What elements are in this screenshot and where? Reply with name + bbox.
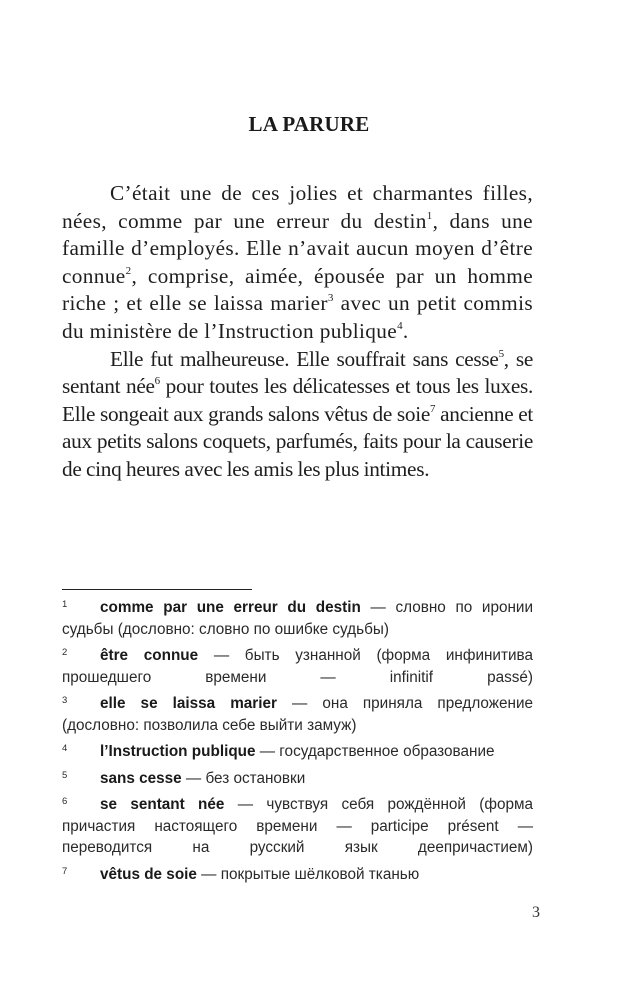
footnote-marker[interactable]: 4 xyxy=(397,319,403,332)
footnote-item: 2 être connue — быть узнанной (форма инфинитива прошедшего времени — infinitif passé) xyxy=(62,647,533,686)
footnote-term: comme par une erreur du destin xyxy=(100,599,361,616)
footnote-term: sans cesse xyxy=(100,769,182,787)
footnote-marker[interactable]: 5 xyxy=(498,347,504,360)
footnote-item: 4 l’Instruction publique — государственное образование xyxy=(62,743,495,760)
footnote-term: se sentant née xyxy=(100,796,225,813)
page-number: 3 xyxy=(532,904,540,921)
footnote-gloss: — словно по иронии судьбы (дословно: словно по ошибке судьбы) xyxy=(62,599,533,638)
footnote-item: 3 elle se laissa marier — она приняла предложение (дословно: позволила себе выйти замуж) xyxy=(62,695,533,734)
footnote-marker[interactable]: 3 xyxy=(327,292,334,305)
footnotes xyxy=(62,597,533,890)
footnote-marker[interactable]: 2 xyxy=(125,264,132,277)
footnote-marker[interactable]: 7 xyxy=(430,402,436,415)
footnote-divider xyxy=(62,589,252,590)
footnote-gloss: — государственное образование xyxy=(255,743,495,760)
footnote-gloss: — чувствуя себя рождённой (форма причастия настоящего времени — participe présent — переводится на русский язык деепричастием) xyxy=(62,796,533,856)
footnote-item: 5 sans cesse — без остановки xyxy=(62,769,306,787)
footnote-item: 6 se sentant née — чувствуя себя рождённой (форма причастия настоящего времени — participe présent — переводится на русский язык деепричастием) xyxy=(62,796,533,856)
footnote-gloss: — без остановки xyxy=(181,769,306,787)
story-body xyxy=(62,180,533,484)
footnote-gloss: — покрытые шёлковой тканью xyxy=(196,865,420,883)
story-title: LA PARURE xyxy=(248,112,370,136)
footnote-term: être connue xyxy=(100,647,199,664)
footnote-term: elle se laissa marier xyxy=(100,695,277,712)
footnote-term: vêtus de soie xyxy=(100,865,197,883)
footnote-item: 1 comme par une erreur du destin — словно по иронии судьбы (дословно: словно по ошибке судьбы) xyxy=(62,599,533,638)
footnote-marker[interactable]: 1 xyxy=(426,209,433,222)
footnote-marker[interactable]: 6 xyxy=(154,375,160,388)
paragraph: Elle fut malheureuse. Elle souffrait sans cesse$^5$, se sentant née$^6$ pour toutes les délicatesses et tous les luxes. Elle songeait aux grands salons vêtus de soie$^7$ ancienne et aux petits salons coquets, parfumés, faits pour la causerie de cinq heures avec les amis les plus intimes. xyxy=(62,346,534,481)
footnote-gloss: — быть узнанной (форма инфинитива прошедшего времени — infinitif passé) xyxy=(62,647,533,686)
paragraph: C’était une de ces jolies et charmantes filles, nées, comme par une erreur du destin$^1$, dans une famille d’employés. Elle n’avait aucun moyen d’être connue$^2$, comprise, aimée, épousée par un homme riche ; et elle se laissa marier$^3$ avec un petit commis du ministère de l’Instruction publique$^4$. xyxy=(62,181,533,343)
footnote-item: 7 vêtus de soie — покрытые шёлковой тканью xyxy=(62,865,420,883)
footnote-term: l’Instruction publique xyxy=(100,743,256,760)
footnote-gloss: — она приняла предложение (дословно: позволила себе выйти замуж) xyxy=(62,695,533,734)
